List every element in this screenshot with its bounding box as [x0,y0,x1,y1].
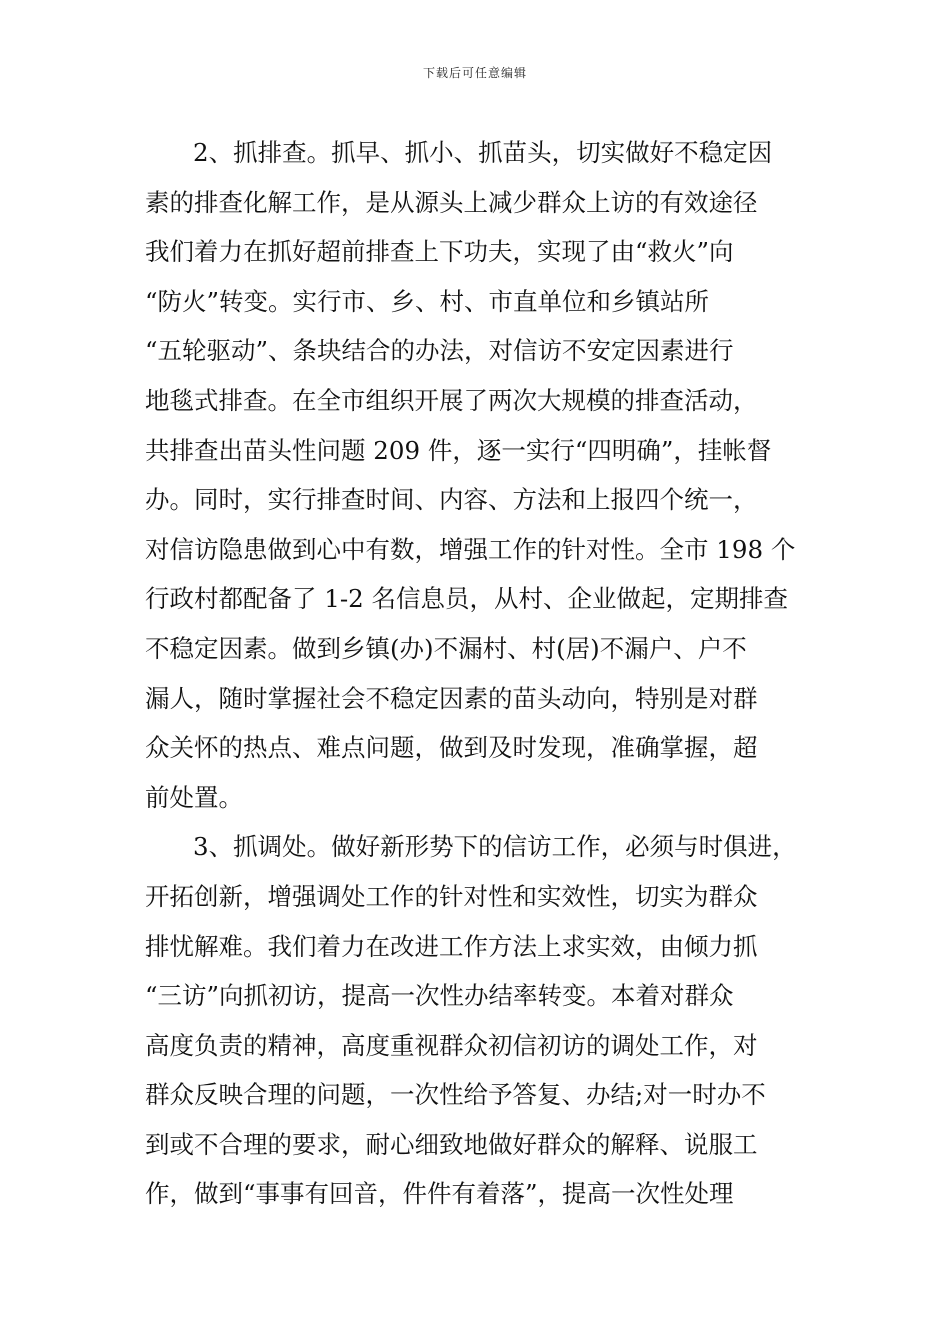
text-line: “三访”向抓初访，提高一次性办结率转变。本着对群众 [145,981,734,1011]
paragraph-3 [145,822,830,1219]
text-line: 我们着力在抓好超前排查上下功夫，实现了由“救火”向 [145,237,734,267]
text-line: 开拓创新，增强调处工作的针对性和实效性，切实为群众 [145,881,758,911]
text-line: 前处置。 [145,782,243,812]
text-line: 不稳定因素。做到乡镇(办)不漏村、村(居)不漏户、户不 [145,633,747,663]
text-line: 2、抓排查。抓早、抓小、抓苗头，切实做好不稳定因 [193,138,773,167]
text-line: 素的排查化解工作，是从源头上减少群众上访的有效途径 [145,187,758,217]
text-line: “五轮驱动”、条块结合的办法，对信访不安定因素进行 [145,336,734,366]
text-line: 3、抓调处。做好新形势下的信访工作，必须与时俱进， [193,832,797,862]
header-note: 下载后可任意编辑 [422,66,527,80]
paragraph-2 [145,128,830,822]
body-text [145,128,830,1219]
text-line: 作，做到“事事有回音，件件有着落”，提高一次性处理 [145,1179,734,1209]
text-line: 群众反映合理的问题，一次性给予答复、办结;对一时办不 [145,1080,766,1110]
text-line: 行政村都配备了 1-2 名信息员，从村、企业做起，定期排查 [145,584,789,614]
text-line: 到或不合理的要求，耐心细致地做好群众的解释、说服工 [145,1129,758,1159]
text-line: 办。同时，实行排查时间、内容、方法和上报四个统一， [145,485,758,515]
text-line: “防火”转变。实行市、乡、村、市直单位和乡镇站所 [145,286,710,316]
text-line: 众关怀的热点、难点问题，做到及时发现，准确掌握，超 [145,733,758,763]
text-line: 对信访隐患做到心中有数，增强工作的针对性。全市 198 个 [145,534,796,564]
text-line: 地毯式排查。在全市组织开展了两次大规模的排查活动， [145,385,758,415]
text-line: 排忧解难。我们着力在改进工作方法上求实效，由倾力抓 [145,931,758,961]
text-line: 漏人，随时掌握社会不稳定因素的苗头动向，特别是对群 [145,683,758,713]
text-line: 共排查出苗头性问题 209 件，逐一实行“四明确”，挂帐督 [145,435,772,465]
text-line: 高度负责的精神，高度重视群众初信初访的调处工作，对 [145,1030,758,1060]
